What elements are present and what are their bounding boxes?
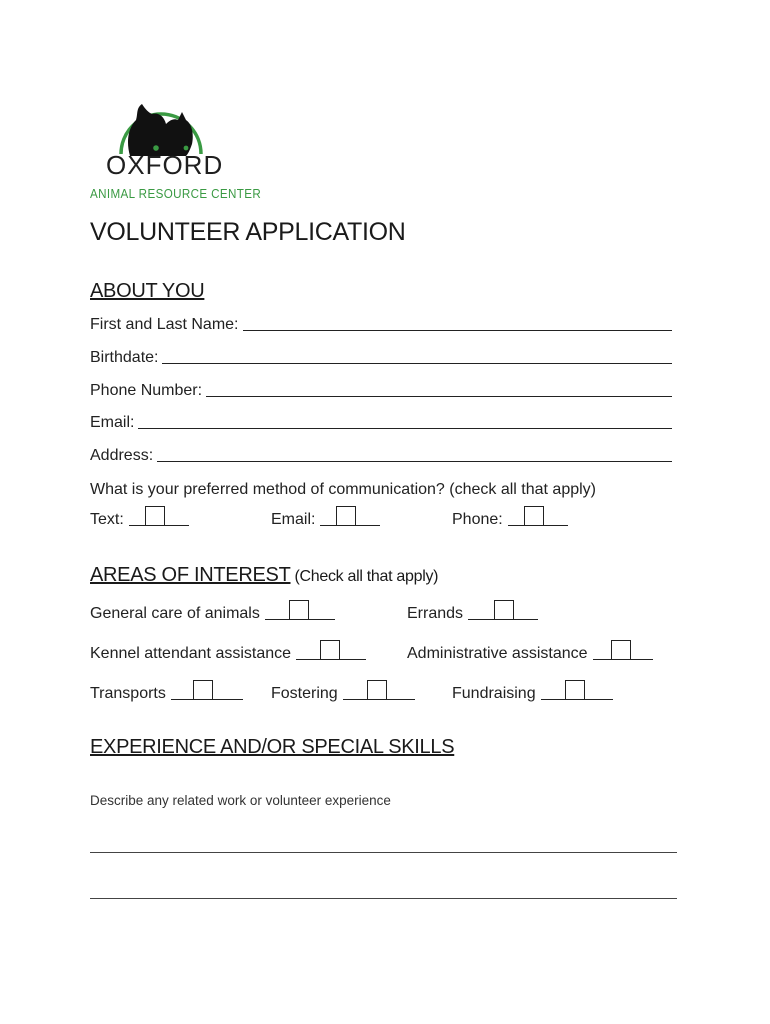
experience-heading: EXPERIENCE AND/OR SPECIAL SKILLS	[90, 736, 455, 758]
address-label: Address:	[90, 447, 154, 464]
birthdate-line[interactable]	[162, 362, 672, 364]
interest-administrative[interactable]	[407, 645, 653, 663]
email-field[interactable]	[90, 414, 672, 432]
interest-label: Transports	[90, 685, 166, 702]
communication-question: What is your preferred method of communication? (check all that apply)	[90, 481, 597, 498]
comm-option-label: Email:	[271, 511, 316, 528]
email-line[interactable]	[138, 427, 672, 429]
interest-errands[interactable]	[407, 605, 538, 623]
interest-fundraising[interactable]	[452, 685, 613, 703]
interest-label: Fundraising	[452, 685, 536, 702]
email-label: Email:	[90, 414, 135, 431]
interests-note: (Check all that apply)	[294, 568, 439, 585]
transports-checkbox[interactable]	[193, 680, 213, 700]
logo-subtitle: ANIMAL RESOURCE CENTER	[90, 187, 262, 201]
interest-label: Errands	[407, 605, 464, 622]
comm-option-label: Phone:	[452, 511, 503, 528]
interest-label: Kennel attendant assistance	[90, 645, 292, 662]
phone-line[interactable]	[206, 395, 672, 397]
interest-label: Administrative assistance	[407, 645, 588, 662]
administrative-checkbox[interactable]	[611, 640, 631, 660]
name-field[interactable]	[90, 316, 672, 334]
experience-line-2[interactable]	[90, 898, 677, 899]
name-line[interactable]	[243, 329, 673, 331]
email-checkbox[interactable]	[336, 506, 356, 526]
text-checkbox[interactable]	[145, 506, 165, 526]
interests-heading	[90, 564, 438, 587]
birthdate-label: Birthdate:	[90, 349, 159, 366]
interest-label: Fostering	[271, 685, 338, 702]
interest-fostering[interactable]	[271, 685, 415, 703]
birthdate-field[interactable]	[90, 349, 672, 367]
kennel-checkbox[interactable]	[320, 640, 340, 660]
phone-checkbox[interactable]	[524, 506, 544, 526]
errands-checkbox[interactable]	[494, 600, 514, 620]
comm-option-email[interactable]	[271, 511, 380, 529]
interest-general-care[interactable]	[90, 605, 335, 623]
general-care-checkbox[interactable]	[289, 600, 309, 620]
comm-option-text[interactable]	[90, 511, 189, 529]
comm-option-phone[interactable]	[452, 511, 568, 529]
fostering-checkbox[interactable]	[367, 680, 387, 700]
address-line[interactable]	[157, 460, 672, 462]
experience-prompt: Describe any related work or volunteer experience	[90, 793, 391, 808]
comm-option-label: Text:	[90, 511, 124, 528]
about-heading: ABOUT YOU	[90, 280, 205, 302]
logo-name: OXFORD	[106, 150, 224, 180]
oxford-logo	[88, 88, 262, 208]
interests-heading-text: AREAS OF INTEREST	[90, 564, 291, 586]
interest-label: General care of animals	[90, 605, 260, 622]
address-field[interactable]	[90, 447, 672, 465]
fundraising-checkbox[interactable]	[565, 680, 585, 700]
phone-field[interactable]	[90, 382, 672, 400]
interest-transports[interactable]	[90, 685, 243, 703]
interest-kennel[interactable]	[90, 645, 366, 663]
experience-line-1[interactable]	[90, 852, 677, 853]
page-title: VOLUNTEER APPLICATION	[90, 218, 406, 246]
name-label: First and Last Name:	[90, 316, 239, 333]
phone-label: Phone Number:	[90, 382, 203, 399]
